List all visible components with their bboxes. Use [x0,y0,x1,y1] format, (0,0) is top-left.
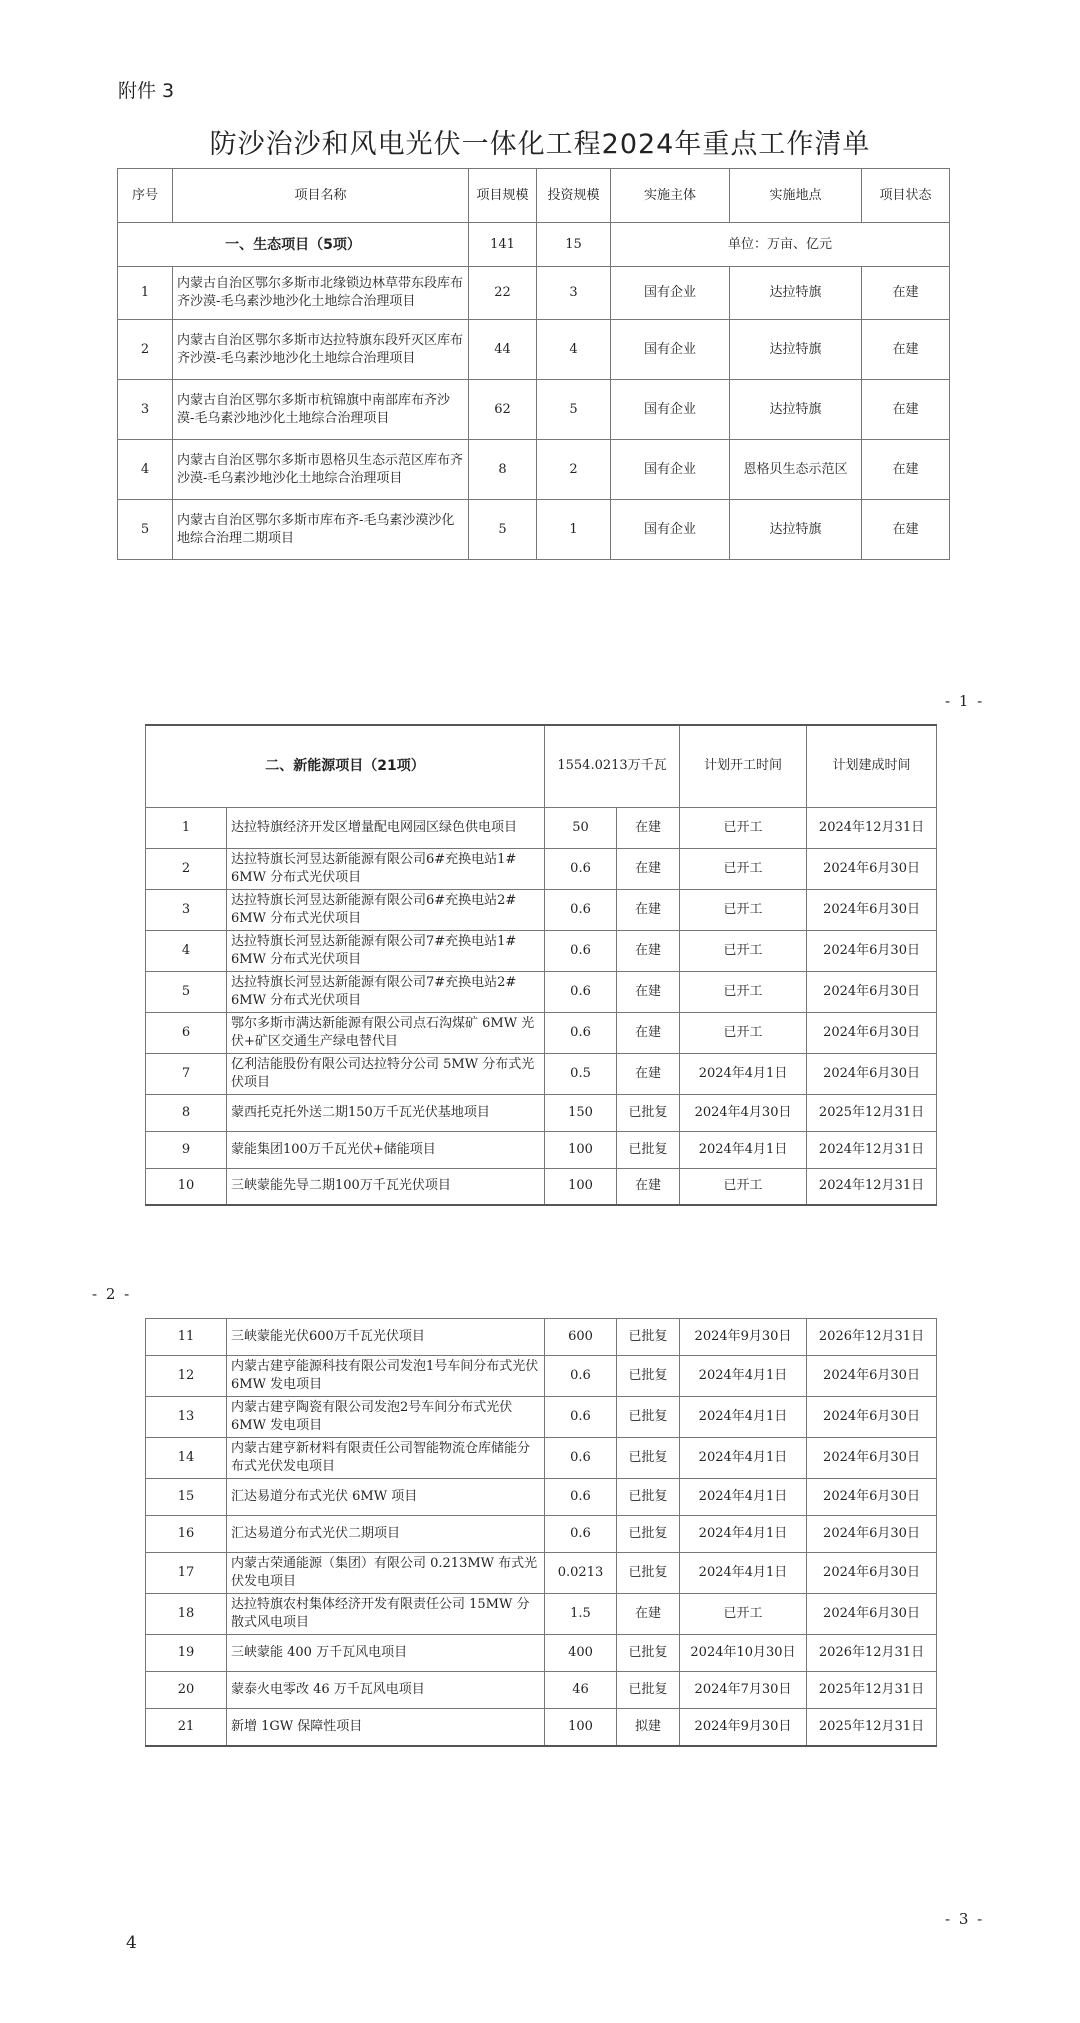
table-row [146,971,937,1012]
row-status: 已批复 [617,1672,680,1709]
table-row [146,1094,937,1131]
table-row [146,1516,937,1553]
table-row [146,848,937,889]
row-place: 达拉特旗 [730,500,862,560]
row-name: 三峡蒙能先导二期100万千瓦光伏项目 [227,1168,545,1205]
row-finish: 2026年12月31日 [807,1635,937,1672]
row-entity: 国有企业 [611,500,730,560]
row-finish: 2025年12月31日 [807,1709,937,1746]
page-title: 防沙治沙和风电光伏一体化工程2024年重点工作清单 [209,129,871,160]
row-start: 2024年9月30日 [680,1319,807,1356]
row-no: 17 [146,1553,227,1594]
row-scale: 0.6 [545,1438,617,1479]
row-no: 21 [146,1709,227,1746]
row-no: 5 [146,971,227,1012]
row-scale: 0.6 [545,1397,617,1438]
row-name: 蒙泰火电零改 46 万千瓦风电项目 [227,1672,545,1709]
row-status: 已批复 [617,1356,680,1397]
row-name: 达拉特旗经济开发区增量配电网园区绿色供电项目 [227,807,545,848]
row-status: 已批复 [617,1397,680,1438]
row-scale: 5 [469,500,537,560]
row-scale: 400 [545,1635,617,1672]
row-no: 11 [146,1319,227,1356]
row-scale: 0.6 [545,930,617,971]
row-status: 在建 [862,267,950,320]
row-name: 蒙西托克托外送二期150万千瓦光伏基地项目 [227,1094,545,1131]
row-name: 内蒙古荣通能源（集团）有限公司 0.213MW 布式光伏发电项目 [227,1553,545,1594]
row-status: 在建 [617,930,680,971]
table-row [118,500,950,560]
table-row [146,1672,937,1709]
row-name: 内蒙古自治区鄂尔多斯市北缘锁边林草带东段库布齐沙漠-毛乌素沙地沙化土地综合治理项目 [173,267,469,320]
row-start: 已开工 [680,930,807,971]
row-name: 蒙能集团100万千瓦光伏+储能项目 [227,1131,545,1168]
row-finish: 2024年6月30日 [807,1479,937,1516]
row-scale: 0.6 [545,971,617,1012]
row-scale: 8 [469,440,537,500]
row-status: 在建 [617,1168,680,1205]
row-name: 达拉特旗长河昱达新能源有限公司7#充换电站2# 6MW 分布式光伏项目 [227,971,545,1012]
row-no: 14 [146,1438,227,1479]
row-start: 2024年4月1日 [680,1053,807,1094]
row-finish: 2026年12月31日 [807,1319,937,1356]
ecology-projects-table [117,168,950,560]
row-status: 已批复 [617,1094,680,1131]
header-cell: 投资规模 [537,169,611,223]
row-finish: 2024年6月30日 [807,889,937,930]
row-finish: 2024年6月30日 [807,1397,937,1438]
row-status: 在建 [617,889,680,930]
page-number: - 2 - [92,1285,132,1303]
header-start: 计划开工时间 [680,725,807,807]
row-no: 19 [146,1635,227,1672]
section-label: 一、生态项目（5项） [118,223,469,267]
table-row [118,380,950,440]
row-entity: 国有企业 [611,440,730,500]
row-status: 拟建 [617,1709,680,1746]
header-cell: 项目规模 [469,169,537,223]
row-name: 鄂尔多斯市满达新能源有限公司点石沟煤矿 6MW 光伏+矿区交通生产绿电替代目 [227,1012,545,1053]
row-scale: 100 [545,1709,617,1746]
row-finish: 2024年6月30日 [807,1356,937,1397]
table-row [146,1438,937,1479]
row-entity: 国有企业 [611,320,730,380]
row-name: 新增 1GW 保障性项目 [227,1709,545,1746]
row-no: 6 [146,1012,227,1053]
header-cell: 项目名称 [173,169,469,223]
row-start: 2024年4月1日 [680,1397,807,1438]
row-finish: 2024年12月31日 [807,807,937,848]
row-name: 达拉特旗长河昱达新能源有限公司6#充换电站1# 6MW 分布式光伏项目 [227,848,545,889]
table-row [146,1319,937,1356]
row-investment: 1 [537,500,611,560]
page-number: - 1 - [945,692,985,710]
table-row [146,1479,937,1516]
row-status: 在建 [862,380,950,440]
table-row [146,1397,937,1438]
row-start: 2024年4月30日 [680,1094,807,1131]
row-no: 15 [146,1479,227,1516]
row-status: 已批复 [617,1438,680,1479]
row-start: 2024年4月1日 [680,1516,807,1553]
row-status: 已批复 [617,1479,680,1516]
row-start: 已开工 [680,1594,807,1635]
row-status: 在建 [617,1594,680,1635]
row-finish: 2024年6月30日 [807,1053,937,1094]
row-status: 已批复 [617,1553,680,1594]
row-status: 已批复 [617,1131,680,1168]
row-no: 7 [146,1053,227,1094]
table-row [146,1356,937,1397]
row-finish: 2024年6月30日 [807,1553,937,1594]
row-investment: 5 [537,380,611,440]
row-no: 20 [146,1672,227,1709]
row-investment: 4 [537,320,611,380]
row-status: 在建 [617,1012,680,1053]
table-row [146,1131,937,1168]
row-start: 2024年7月30日 [680,1672,807,1709]
row-no: 4 [118,440,173,500]
attachment-label: 附件 3 [118,80,175,102]
row-no: 2 [118,320,173,380]
row-finish: 2024年6月30日 [807,1516,937,1553]
row-scale: 100 [545,1131,617,1168]
row-no: 4 [146,930,227,971]
row-scale: 0.6 [545,848,617,889]
table-row [118,267,950,320]
row-place: 恩格贝生态示范区 [730,440,862,500]
header-finish: 计划建成时间 [807,725,937,807]
section-row [118,223,950,267]
row-place: 达拉特旗 [730,380,862,440]
row-finish: 2025年12月31日 [807,1094,937,1131]
row-status: 已批复 [617,1319,680,1356]
row-scale: 44 [469,320,537,380]
row-start: 已开工 [680,889,807,930]
table-row [118,320,950,380]
row-entity: 国有企业 [611,380,730,440]
table-row [146,930,937,971]
row-start: 2024年4月1日 [680,1438,807,1479]
row-name: 内蒙古自治区鄂尔多斯市达拉特旗东段歼灭区库布齐沙漠-毛乌素沙地沙化土地综合治理项目 [173,320,469,380]
row-scale: 0.5 [545,1053,617,1094]
row-no: 13 [146,1397,227,1438]
row-no: 16 [146,1516,227,1553]
row-scale: 0.6 [545,1356,617,1397]
row-start: 已开工 [680,807,807,848]
row-no: 8 [146,1094,227,1131]
table-header-row [118,169,950,223]
row-status: 在建 [617,1053,680,1094]
row-start: 已开工 [680,1168,807,1205]
row-status: 在建 [862,320,950,380]
table-row [146,807,937,848]
row-start: 2024年4月1日 [680,1356,807,1397]
row-finish: 2024年12月31日 [807,1131,937,1168]
row-status: 在建 [617,848,680,889]
section-label: 二、新能源项目（21项） [146,725,545,807]
row-no: 1 [146,807,227,848]
table-row [146,1053,937,1094]
row-scale: 62 [469,380,537,440]
row-finish: 2024年6月30日 [807,971,937,1012]
row-scale: 50 [545,807,617,848]
row-scale: 0.0213 [545,1553,617,1594]
row-start: 2024年4月1日 [680,1479,807,1516]
row-no: 12 [146,1356,227,1397]
row-no: 1 [118,267,173,320]
row-finish: 2024年6月30日 [807,1594,937,1635]
row-finish: 2024年6月30日 [807,848,937,889]
section-scale: 141 [469,223,537,267]
row-finish: 2024年6月30日 [807,930,937,971]
row-name: 汇达易道分布式光伏二期项目 [227,1516,545,1553]
row-scale: 150 [545,1094,617,1131]
row-start: 2024年10月30日 [680,1635,807,1672]
row-no: 2 [146,848,227,889]
row-name: 内蒙古建亨能源科技有限公司发泡1号车间分布式光伏 6MW 发电项目 [227,1356,545,1397]
row-scale: 0.6 [545,1012,617,1053]
row-scale: 1.5 [545,1594,617,1635]
row-status: 已批复 [617,1635,680,1672]
row-no: 3 [118,380,173,440]
row-entity: 国有企业 [611,267,730,320]
row-investment: 3 [537,267,611,320]
row-name: 达拉特旗长河昱达新能源有限公司6#充换电站2# 6MW 分布式光伏项目 [227,889,545,930]
row-scale: 0.6 [545,1479,617,1516]
row-name: 内蒙古建亨新材料有限责任公司智能物流仓库储能分布式光伏发电项目 [227,1438,545,1479]
header-cell: 序号 [118,169,173,223]
row-no: 18 [146,1594,227,1635]
section-investment: 15 [537,223,611,267]
table-row [146,1709,937,1746]
row-no: 9 [146,1131,227,1168]
row-no: 10 [146,1168,227,1205]
header-cell: 实施主体 [611,169,730,223]
row-name: 汇达易道分布式光伏 6MW 项目 [227,1479,545,1516]
page-number: 4 [126,1933,137,1953]
table-row [118,440,950,500]
table-row [146,1012,937,1053]
row-status: 在建 [617,807,680,848]
row-investment: 2 [537,440,611,500]
row-scale: 100 [545,1168,617,1205]
row-status: 在建 [862,500,950,560]
table-row [146,1168,937,1205]
row-start: 2024年9月30日 [680,1709,807,1746]
section-scale: 1554.0213万千瓦 [545,725,680,807]
row-status: 已批复 [617,1516,680,1553]
row-scale: 600 [545,1319,617,1356]
table-row [146,1635,937,1672]
new-energy-projects-table-continued [145,1318,937,1747]
table-row [146,889,937,930]
row-place: 达拉特旗 [730,320,862,380]
header-cell: 实施地点 [730,169,862,223]
row-finish: 2024年6月30日 [807,1012,937,1053]
table-row [146,1594,937,1635]
row-name: 达拉特旗长河昱达新能源有限公司7#充换电站1# 6MW 分布式光伏项目 [227,930,545,971]
new-energy-projects-table [145,724,937,1206]
row-start: 已开工 [680,971,807,1012]
row-scale: 0.6 [545,1516,617,1553]
row-place: 达拉特旗 [730,267,862,320]
row-scale: 46 [545,1672,617,1709]
row-scale: 22 [469,267,537,320]
row-name: 三峡蒙能光伏600万千瓦光伏项目 [227,1319,545,1356]
row-name: 达拉特旗农村集体经济开发有限责任公司 15MW 分散式风电项目 [227,1594,545,1635]
row-name: 内蒙古自治区鄂尔多斯市库布齐-毛乌素沙漠沙化地综合治理二期项目 [173,500,469,560]
row-no: 3 [146,889,227,930]
row-start: 已开工 [680,848,807,889]
row-name: 内蒙古自治区鄂尔多斯市恩格贝生态示范区库布齐沙漠-毛乌素沙地沙化土地综合治理项目 [173,440,469,500]
row-start: 2024年4月1日 [680,1553,807,1594]
row-start: 已开工 [680,1012,807,1053]
row-finish: 2024年6月30日 [807,1438,937,1479]
row-status: 在建 [862,440,950,500]
row-name: 三峡蒙能 400 万千瓦风电项目 [227,1635,545,1672]
row-name: 亿利洁能股份有限公司达拉特分公司 5MW 分布式光伏项目 [227,1053,545,1094]
row-no: 5 [118,500,173,560]
row-status: 在建 [617,971,680,1012]
row-finish: 2025年12月31日 [807,1672,937,1709]
section-unit: 单位：万亩、亿元 [611,223,950,267]
table-row [146,1553,937,1594]
row-scale: 0.6 [545,889,617,930]
row-name: 内蒙古建亨陶瓷有限公司发泡2号车间分布式光伏 6MW 发电项目 [227,1397,545,1438]
row-start: 2024年4月1日 [680,1131,807,1168]
section-row [146,725,937,807]
header-cell: 项目状态 [862,169,950,223]
row-name: 内蒙古自治区鄂尔多斯市杭锦旗中南部库布齐沙漠-毛乌素沙地沙化土地综合治理项目 [173,380,469,440]
page-number: - 3 - [945,1910,985,1928]
row-finish: 2024年12月31日 [807,1168,937,1205]
